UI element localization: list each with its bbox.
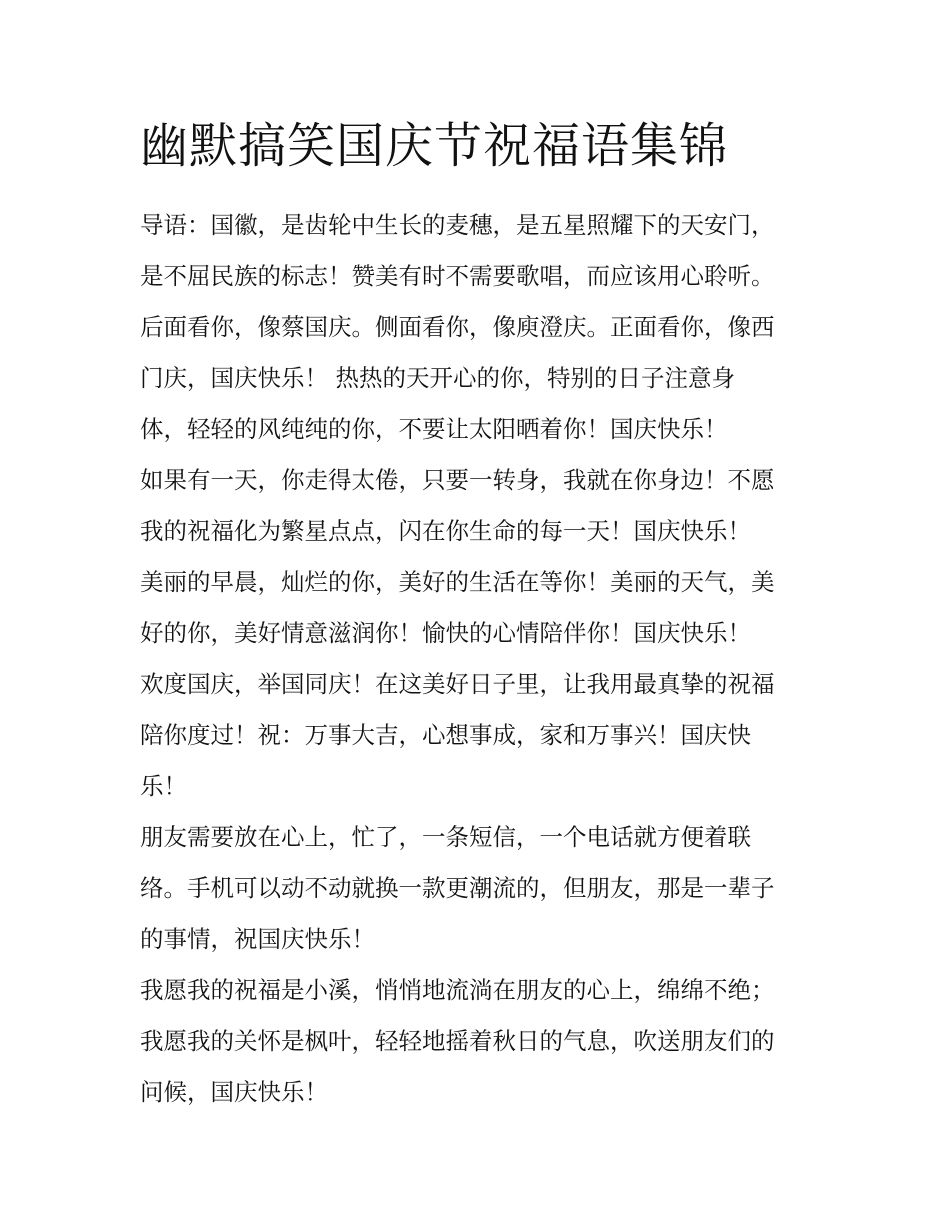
text-line: 我的祝福化为繁星点点，闪在你生命的每一天！国庆快乐！ <box>140 517 751 545</box>
text-line: 的事情，祝国庆快乐！ <box>140 925 375 953</box>
text-line: 欢度国庆，举国同庆！在这美好日子里，让我用最真挚的祝福 <box>140 670 775 698</box>
text-line: 朋友需要放在心上，忙了，一条短信，一个电话就方便着联 <box>140 823 751 851</box>
document-body <box>140 200 820 1118</box>
text-line: 如果有一天，你走得太倦，只要一转身，我就在你身边！不愿 <box>140 466 775 494</box>
text-line: 体，轻轻的风纯纯的你，不要让太阳晒着你！国庆快乐！ <box>140 415 728 443</box>
text-line: 络。手机可以动不动就换一款更潮流的，但朋友，那是一辈子 <box>140 874 775 902</box>
text-line: 后面看你，像蔡国庆。侧面看你，像庾澄庆。正面看你，像西 <box>140 313 775 341</box>
text-line: 导语：国徽，是齿轮中生长的麦穗，是五星照耀下的天安门， <box>140 211 775 239</box>
text-line: 是不屈民族的标志！赞美有时不需要歌唱，而应该用心聆听。 <box>140 262 775 290</box>
text-line: 门庆，国庆快乐！ 热热的天开心的你，特别的日子注意身 <box>140 364 735 392</box>
text-line: 乐！ <box>140 772 187 800</box>
text-line: 问候，国庆快乐！ <box>140 1078 328 1106</box>
text-line: 陪你度过！祝：万事大吉，心想事成，家和万事兴！国庆快 <box>140 721 751 749</box>
page-title: 幽默搞笑国庆节祝福语集锦 <box>140 118 729 174</box>
text-line: 好的你，美好情意滋润你！愉快的心情陪伴你！国庆快乐！ <box>140 619 751 647</box>
text-line: 我愿我的祝福是小溪，悄悄地流淌在朋友的心上，绵绵不绝； <box>140 976 775 1004</box>
text-line: 我愿我的关怀是枫叶，轻轻地摇着秋日的气息，吹送朋友们的 <box>140 1027 775 1055</box>
text-line: 美丽的早晨，灿烂的你，美好的生活在等你！美丽的天气，美 <box>140 568 775 596</box>
